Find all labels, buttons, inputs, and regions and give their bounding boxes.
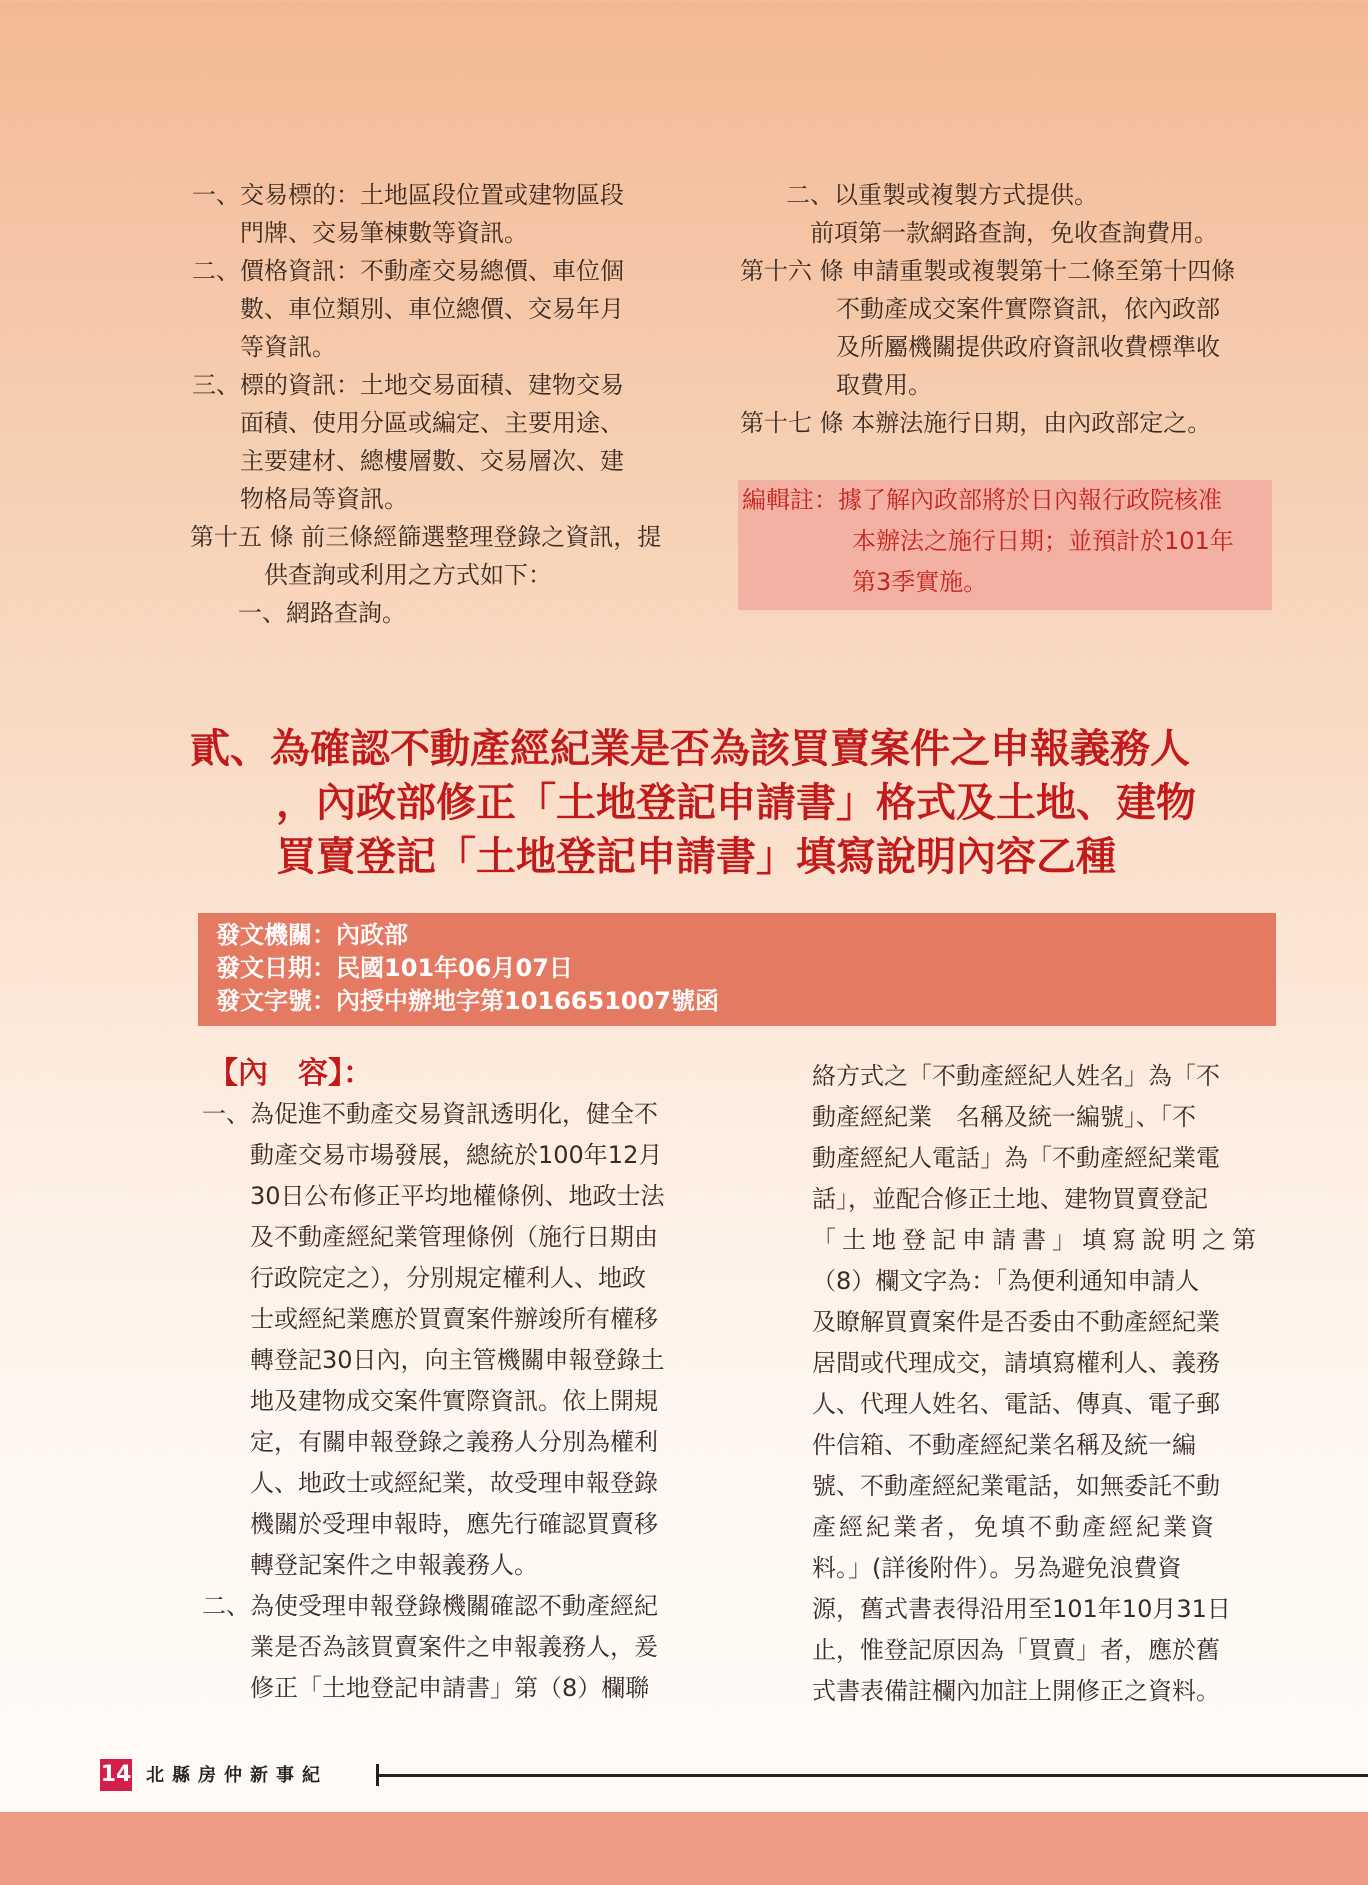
body-left-column — [202, 1094, 722, 1709]
top-right-column — [740, 176, 1270, 442]
content-label: 【內 容】： — [208, 1056, 373, 1091]
text-line: 動產交易市場發展，總統於100年12月 — [202, 1141, 663, 1169]
text-line: 人、地政士或經紀業，故受理申報登錄 — [202, 1469, 658, 1497]
text-line: 動產經紀人電話」為「不動產經紀業電 — [812, 1144, 1220, 1172]
note-line: 本辦法之施行日期；並預計於101年 — [852, 527, 1234, 555]
text-line: 數、車位類別、車位總價、交易年月 — [192, 295, 624, 323]
text-line: 物格局等資訊。 — [192, 485, 408, 513]
text-line: 話」，並配合修正土地、建物買賣登記 — [812, 1185, 1208, 1213]
bottom-band — [0, 1812, 1368, 1885]
text-line: 供查詢或利用之方式如下： — [192, 561, 552, 589]
footer-rule — [376, 1774, 1368, 1777]
note-line: 第3季實施。 — [852, 568, 988, 596]
editor-note — [738, 480, 1272, 610]
text-line: 面積、使用分區或編定、主要用途、 — [192, 409, 624, 437]
text-line: 第十七 條 本辦法施行日期，由內政部定之。 — [740, 409, 1212, 437]
text-line: 門牌、交易筆棟數等資訊。 — [192, 219, 528, 247]
text-line: 主要建材、總樓層數、交易層次、建 — [192, 447, 624, 475]
text-line: 等資訊。 — [192, 333, 336, 361]
text-line: 產經紀業者，免填不動產經紀業資 — [812, 1513, 1217, 1541]
text-line: 及所屬機關提供政府資訊收費標準收 — [740, 333, 1220, 361]
text-line: 二、以重製或複製方式提供。 — [786, 181, 1098, 209]
text-line: 取費用。 — [740, 371, 932, 399]
text-line: 件信箱、不動產經紀業名稱及統一編 — [812, 1431, 1196, 1459]
text-line: 修正「土地登記申請書」第（8）欄聯 — [202, 1674, 650, 1702]
text-line: 前項第一款網路查詢，免收查詢費用。 — [786, 219, 1218, 247]
text-line: 「土地登記申請書」填寫說明之第 — [812, 1226, 1262, 1254]
text-line: 30日公布修正平均地權條例、地政士法 — [202, 1182, 665, 1210]
text-line: 一、為促進不動產交易資訊透明化，健全不 — [202, 1100, 658, 1128]
text-line: 一、網路查詢。 — [238, 599, 406, 627]
text-line: 及瞭解買賣案件是否委由不動產經紀業 — [812, 1308, 1220, 1336]
text-line: （8）欄文字為：「為便利通知申請人 — [812, 1267, 1200, 1295]
text-line: 業是否為該買賣案件之申報義務人，爰 — [202, 1633, 658, 1661]
text-line: 居間或代理成交，請填寫權利人、義務 — [812, 1349, 1220, 1377]
text-line: 第十五 條 前三條經篩選整理登錄之資訊，提 — [190, 523, 662, 551]
text-line: 機關於受理申報時，應先行確認買賣移 — [202, 1510, 658, 1538]
text-line: 號、不動產經紀業電話，如無委託不動 — [812, 1472, 1220, 1500]
text-line: 人、代理人姓名、電話、傳真、電子郵 — [812, 1390, 1220, 1418]
text-line: 不動產成交案件實際資訊，依內政部 — [740, 295, 1220, 323]
text-line: 料。」(詳後附件）。另為避免浪費資 — [812, 1554, 1182, 1582]
text-line: 地及建物成交案件實際資訊。依上開規 — [202, 1387, 658, 1415]
body-right-column — [812, 1056, 1272, 1712]
text-line: 式書表備註欄內加註上開修正之資料。 — [812, 1677, 1220, 1705]
text-line: 三、標的資訊：土地交易面積、建物交易 — [192, 371, 624, 399]
heading-line: 買賣登記「土地登記申請書」填寫說明內容乙種 — [276, 834, 1116, 880]
heading-line: ，內政部修正「土地登記申請書」格式及土地、建物 — [276, 780, 1196, 826]
text-line: 止，惟登記原因為「買賣」者，應於舊 — [812, 1636, 1220, 1664]
document-number: 發文字號：內授中辦地字第1016651007號函 — [216, 987, 719, 1015]
text-line: 絡方式之「不動產經紀人姓名」為「不 — [812, 1062, 1220, 1090]
text-line: 第十六 條 申請重製或複製第十二條至第十四條 — [740, 257, 1236, 285]
publication-title: 北縣房仲新事紀 — [146, 1765, 328, 1786]
section-heading — [190, 722, 1290, 884]
text-line: 轉登記案件之申報義務人。 — [202, 1551, 538, 1579]
page-number: 14 — [100, 1759, 132, 1791]
top-left-column — [192, 176, 712, 632]
text-line: 定，有關申報登錄之義務人分別為權利 — [202, 1428, 658, 1456]
text-line: 動產經紀業 名稱及統一編號」、「不 — [812, 1103, 1196, 1131]
text-line: 行政院定之），分別規定權利人、地政 — [202, 1264, 646, 1292]
text-line: 士或經紀業應於買賣案件辦竣所有權移 — [202, 1305, 658, 1333]
text-line: 轉登記30日內，向主管機關申報登錄土 — [202, 1346, 665, 1374]
note-line: 編輯註：據了解內政部將於日內報行政院核准 — [742, 486, 1222, 514]
issue-date: 發文日期：民國101年06月07日 — [216, 954, 573, 982]
text-line: 及不動產經紀業管理條例（施行日期由 — [202, 1223, 658, 1251]
text-line: 二、價格資訊：不動產交易總價、車位個 — [192, 257, 624, 285]
issuing-agency: 發文機關：內政部 — [216, 921, 408, 949]
heading-line: 貳、為確認不動產經紀業是否為該買賣案件之申報義務人 — [190, 726, 1190, 772]
text-line: 源，舊式書表得沿用至101年10月31日 — [812, 1595, 1231, 1623]
text-line: 二、為使受理申報登錄機關確認不動產經紀 — [202, 1592, 658, 1620]
document-info-box — [198, 913, 1276, 1026]
text-line: 一、交易標的：土地區段位置或建物區段 — [192, 181, 624, 209]
